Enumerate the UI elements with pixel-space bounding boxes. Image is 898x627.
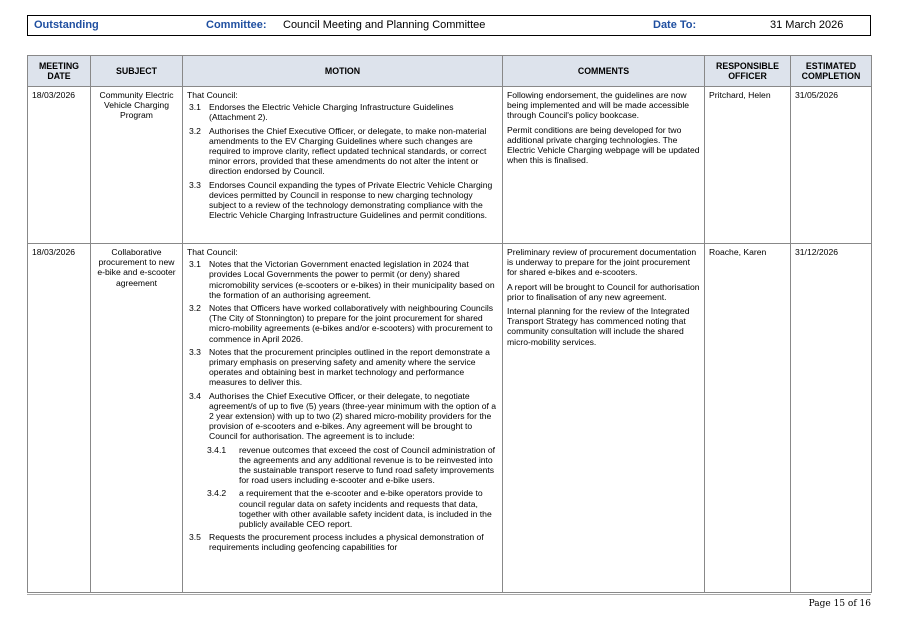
committee-value: Council Meeting and Planning Committee — [283, 19, 486, 31]
motion-intro: That Council: — [187, 90, 238, 100]
motion-item: 3.2 Notes that Officers have worked collaboratively with neighbouring Councils (The City of Stonnington) to prepare for the joint procurement for shared micro-mobility agreements (e-bikes and/or e-scooters) with procurement to commence in April 2026. — [189, 303, 494, 344]
motion-item: 3.2 Authorises the Chief Executive Officer, or delegate, to make non-material amendments to the EV Charging Guidelines where such changes are required to improve clarity, reflect updated technical standards, or correct minor errors, provided that these amendments do not alter the intent or direction endorsed by Council. — [189, 125, 487, 177]
col-motion: MOTION — [183, 56, 503, 87]
motion-item: 3.1 Endorses the Electric Vehicle Charging Infrastructure Guidelines (Attachment 2). — [189, 102, 454, 123]
date-to-label: Date To: — [653, 19, 697, 31]
comment-paragraph: Following endorsement, the guidelines are now being implemented and will be made accessible through Council's policy bookcase. — [507, 90, 690, 121]
outstanding-label: Outstanding — [34, 19, 99, 31]
meeting-date: 18/03/2026 — [28, 87, 91, 244]
motion-subitem: 3.4.1 revenue outcomes that exceed the cost of Council administration of the agreements and any additional revenue is to be reinvested into the sustainable transport reserve to fund road safety improvements for road users including e-scooter and e-bike users. — [207, 444, 496, 486]
actions-table — [27, 55, 872, 593]
motion-item: 3.3 Endorses Council expanding the types of Private Electric Vehicle Charging devices permitted by Council in response to new charging technology subject to a review of the technology demonstrating compliance with the Electric Vehicle Charging Infrastructure Guidelines and permit conditions. — [189, 179, 493, 221]
col-meeting-date: MEETING DATE — [28, 56, 91, 87]
comment-paragraph: Permit conditions are being developed for two additional private charging technologies. The Electric Vehicle Charging webpage will be updated when this is finalised. — [507, 124, 700, 166]
motion-intro: That Council: — [187, 247, 238, 257]
responsible-officer: Roache, Karen — [705, 244, 791, 593]
motion-item: 3.4 Authorises the Chief Executive Officer, or their delegate, to negotiate agreement/s of up to five (5) years (three-year minimum with the option of a 2 year extension) with up to two (2) shared micro-mobility providers for the provision of e-scooters and e-bikes. Any agreement will be brought to Council for authorisation. The agreement is to include: — [189, 390, 497, 442]
motion-item: 3.5 Requests the procurement process includes a physical demonstration of requirements including geofencing capabilities for — [189, 532, 484, 553]
date-to-value: 31 March 2026 — [770, 19, 844, 31]
motion — [183, 244, 503, 593]
table-header-row — [28, 56, 872, 87]
page-number: Page 15 of 16 — [808, 599, 871, 609]
col-responsible-officer: RESPONSIBLE OFFICER — [705, 56, 791, 87]
motion-item: 3.3 Notes that the procurement principles outlined in the report demonstrate a primary emphasis on preserving safety and amenity where the service operates and obtaining best in market technology and performance measures to deliver this. — [189, 346, 490, 388]
comment-paragraph: Preliminary review of procurement documentation is underway to prepare for the joint procurement for shared e-bikes and e-scooters. — [507, 247, 697, 278]
comment-paragraph: A report will be brought to Council for authorisation prior to finalisation of any new agreement. — [507, 281, 700, 302]
comments — [503, 244, 705, 593]
col-subject: SUBJECT — [91, 56, 183, 87]
footer-divider — [27, 594, 871, 595]
comments — [503, 87, 705, 244]
col-comments: COMMENTS — [503, 56, 705, 87]
comment-paragraph: Internal planning for the review of the Integrated Transport Strategy has commenced noting that community consultation will include the shared micro-mobility services. — [507, 306, 690, 347]
table-row — [28, 87, 872, 244]
col-estimated-completion: ESTIMATED COMPLETION — [791, 56, 872, 87]
responsible-officer: Pritchard, Helen — [705, 87, 791, 244]
meeting-date: 18/03/2026 — [28, 244, 91, 593]
subject: Community Electric Vehicle Charging Program — [91, 87, 183, 244]
subject: Collaborative procurement to new e-bike and e-scooter agreement — [91, 244, 183, 593]
motion-item: 3.1 Notes that the Victorian Government enacted legislation in 2024 that provides Local Governments the power to permit (or deny) shared micromobility services (e-scooters or e-bikes) in their municipality based on the formation of an authorising agreement. — [189, 259, 495, 300]
committee-label: Committee: — [206, 19, 267, 31]
estimated-completion: 31/12/2026 — [791, 244, 872, 593]
motion — [183, 87, 503, 244]
table-row — [28, 244, 872, 593]
report-header — [27, 15, 871, 36]
estimated-completion: 31/05/2026 — [791, 87, 872, 244]
motion-subitem: 3.4.2 a requirement that the e-scooter and e-bike operators provide to council regular data on safety incidents and requests that data, together with other available safety incident data, is included in the publicly available CEO report. — [207, 488, 492, 530]
